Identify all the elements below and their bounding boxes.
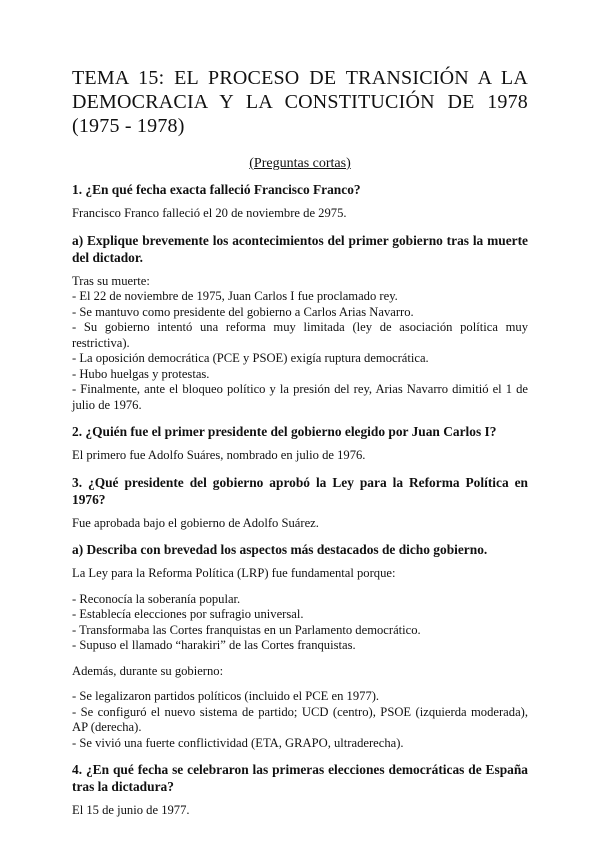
list-item: - Se mantuvo como presidente del gobierno a Carlos Arias Navarro. <box>72 304 414 319</box>
page-title: TEMA 15: EL PROCESO DE TRANSICIÓN A LA DEMOCRACIA Y LA CONSTITUCIÓN DE 1978 (1975 - 1978) <box>72 67 528 137</box>
answer-3a-list2 <box>72 689 528 751</box>
question-1: 1. ¿En qué fecha exacta falleció Francisco Franco? <box>72 182 361 197</box>
answer-1: Francisco Franco falleció el 20 de noviembre de 2975. <box>72 206 347 220</box>
question-4: 4. ¿En qué fecha se celebraron las primeras elecciones democráticas de España tras la dictadura? <box>72 762 528 794</box>
list-item: - Transformaba las Cortes franquistas en un Parlamento democrático. <box>72 622 421 637</box>
answer-3a-intro: La Ley para la Reforma Política (LRP) fue fundamental porque: <box>72 566 396 580</box>
answer-1a <box>72 274 528 414</box>
answer-4: El 15 de junio de 1977. <box>72 803 190 817</box>
page-subtitle: (Preguntas cortas) <box>249 156 351 171</box>
question-1a: a) Explique brevemente los acontecimientos del primer gobierno tras la muerte del dictador. <box>72 232 528 265</box>
list-item: - Hubo huelgas y protestas. <box>72 366 210 381</box>
list-item: - Se configuró el nuevo sistema de partido; UCD (centro), PSOE (izquierda moderada), AP (derecha). <box>72 704 528 734</box>
question-2: 2. ¿Quién fue el primer presidente del gobierno elegido por Juan Carlos I? <box>72 424 497 439</box>
list-item: - El 22 de noviembre de 1975, Juan Carlos I fue proclamado rey. <box>72 289 398 303</box>
answer-3: Fue aprobada bajo el gobierno de Adolfo Suárez. <box>72 515 319 530</box>
question-3a: a) Describa con brevedad los aspectos más destacados de dicho gobierno. <box>72 542 488 557</box>
list-item: - Se legalizaron partidos políticos (incluido el PCE en 1977). <box>72 689 380 703</box>
list-item: - Finalmente, ante el bloqueo político y la presión del rey, Arias Navarro dimitió el 1 de julio de 1976. <box>72 382 528 412</box>
answer-1a-intro: Tras su muerte: <box>72 273 150 288</box>
list-item: - Supuso el llamado “harakiri” de las Cortes franquistas. <box>72 638 356 652</box>
list-item: - Reconocía la soberanía popular. <box>72 591 241 606</box>
answer-2: El primero fue Adolfo Suáres, nombrado en julio de 1976. <box>72 448 366 462</box>
answer-3a-list <box>72 592 528 654</box>
list-item: - Su gobierno intentó una reforma muy limitada (ley de asociación política muy restrictiva). <box>72 320 528 350</box>
question-3: 3. ¿Qué presidente del gobierno aprobó la Ley para la Reforma Política en 1976? <box>72 474 528 507</box>
list-item: - La oposición democrática (PCE y PSOE) exigía ruptura democrática. <box>72 351 429 365</box>
list-item: - Se vivió una fuerte conflictividad (ETA, GRAPO, ultraderecha). <box>72 735 404 750</box>
answer-3a-intro2: Además, durante su gobierno: <box>72 663 224 678</box>
list-item: - Establecía elecciones por sufragio universal. <box>72 607 304 621</box>
